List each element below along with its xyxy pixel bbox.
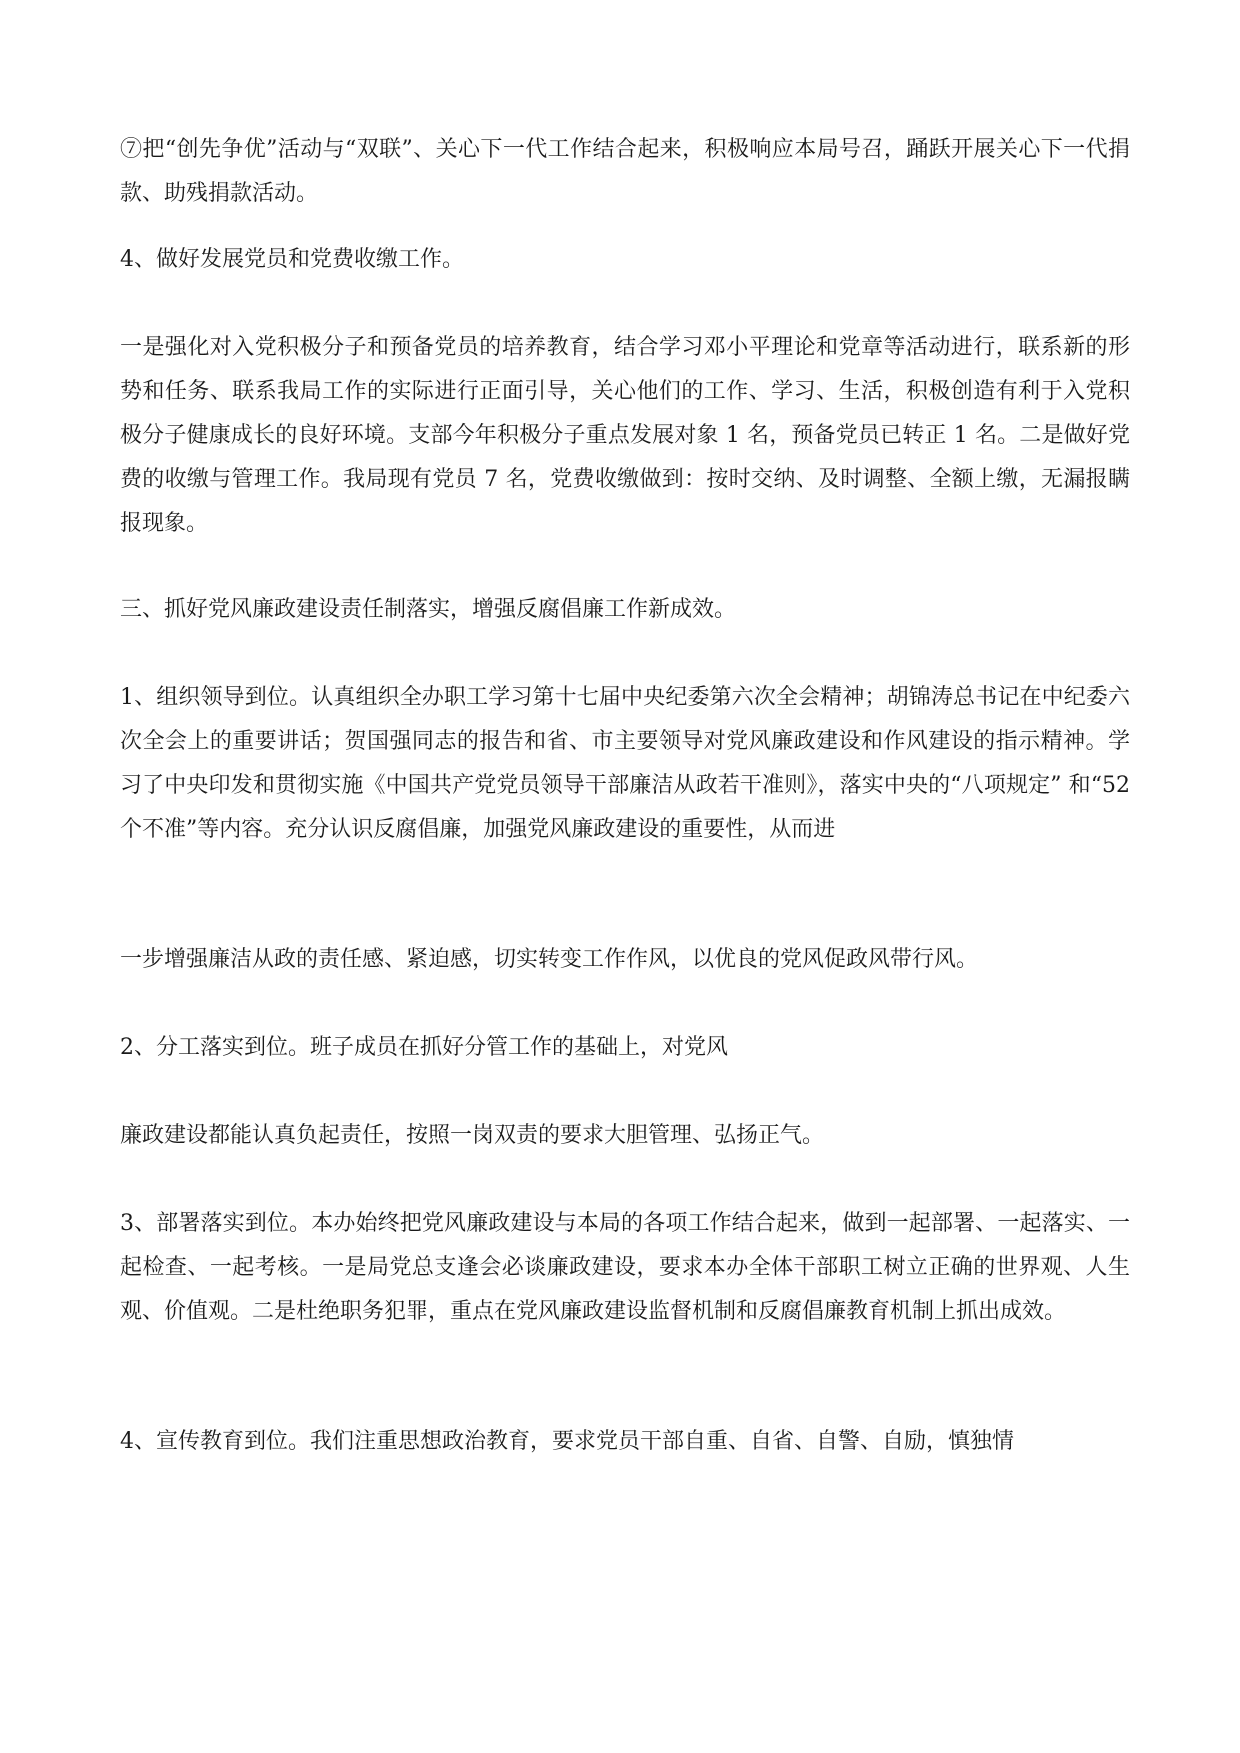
paragraph-division-of-labor: 2、分工落实到位。班子成员在抓好分管工作的基础上，对党风 [120,1035,728,1060]
heading-section-three: 三、抓好党风廉政建设责任制落实，增强反腐倡廉工作新成效。 [120,597,737,622]
paragraph-continuation: 一步增强廉洁从政的责任感、紧迫感，切实转变工作作风，以优良的党风促政风带行风。 [120,947,979,972]
paragraph-education-in-place: 4、宣传教育到位。我们注重思想政治教育，要求党员干部自重、自省、自警、自励，慎独情 [120,1429,1015,1454]
paragraph-leadership-in-place: 1、组织领导到位。认真组织全办职工学习第十七届中央纪委第六次全会精神；胡锦涛总书记在中纪委六次全会上的重要讲话；贺国强同志的报告和省、市主要领导对党风廉政建设和作风建设的指示精神。学习了中央印发和贯彻实施《中国共产党党员领导干部廉洁从政若干准则》，落实中央的“八项规定” 和“52 个不准”等内容。充分认识反腐倡廉，加强党风廉政建设的重要性，从而进 [120,685,1130,842]
heading-party-member-development: 4、做好发展党员和党费收缴工作。 [120,247,464,272]
paragraph-activity-7: ⑦把“创先争优”活动与“双联”、关心下一代工作结合起来，积极响应本局号召，踊跃开展关心下一代捐款、助残捐款活动。 [120,137,1130,206]
paragraph-deployment-in-place: 3、部署落实到位。本办始终把党风廉政建设与本局的各项工作结合起来，做到一起部署、一起落实、一起检查、一起考核。一是局党总支逢会必谈廉政建设，要求本办全体干部职工树立正确的世界观、人生观、价值观。二是杜绝职务犯罪，重点在党风廉政建设监督机制和反腐倡廉教育机制上抓出成效。 [120,1211,1130,1324]
paragraph-division-continuation: 廉政建设都能认真负起责任，按照一岗双责的要求大胆管理、弘扬正气。 [120,1123,825,1148]
paragraph-training-and-dues: 一是强化对入党积极分子和预备党员的培养教育，结合学习邓小平理论和党章等活动进行，联系新的形势和任务、联系我局工作的实际进行正面引导，关心他们的工作、学习、生活，积极创造有利于入党积极分子健康成长的良好环境。支部今年积极分子重点发展对象 1 名，预备党员已转正 1 名。二是做好党费的收缴与管理工作。我局现有党员 7 名，党费收缴做到：按时交纳、及时调整、全额上缴，无漏报瞒报现象。 [120,335,1130,536]
